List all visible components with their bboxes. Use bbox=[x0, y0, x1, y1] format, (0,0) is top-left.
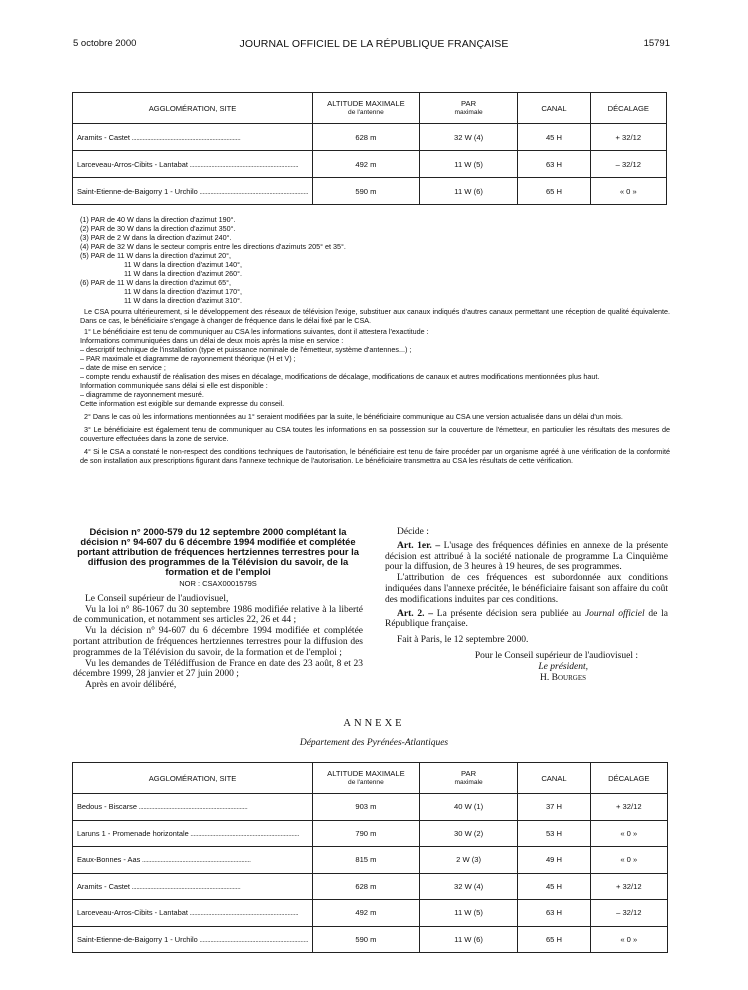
altitude-cell: 590 m bbox=[313, 926, 420, 953]
col-par: PAR maximale bbox=[419, 93, 518, 124]
site-cell: Larceveau-Arros-Cibits - Lantabat ...................................................................... bbox=[73, 151, 313, 178]
altitude-cell: 628 m bbox=[313, 873, 420, 900]
canal-cell: 53 H bbox=[518, 820, 590, 847]
canal-cell: 63 H bbox=[518, 151, 590, 178]
paragraph: 2° Dans le cas où les informations mentionnées au 1° seraient modifiées par la suite, le bénéficiaire communique au CSA une version actualisée dans un délai d'un mois. bbox=[84, 412, 623, 421]
canal-cell: 49 H bbox=[518, 847, 590, 874]
paragraph: Informations communiquées dans un délai de deux mois après la mise en service : bbox=[80, 336, 344, 345]
decalage-cell: + 32/12 bbox=[590, 794, 667, 821]
table-row bbox=[73, 124, 667, 151]
canal-cell: 37 H bbox=[518, 794, 590, 821]
decision-left-column bbox=[73, 527, 363, 691]
altitude-cell: 628 m bbox=[313, 124, 420, 151]
paragraph: 3° Le bénéficiaire est également tenu de communiquer au CSA toutes les informations en sa possession sur la couverture de l'émetteur, en particulier les résultats des mesures de couverture effectuées dans la zone de service. bbox=[80, 425, 670, 443]
footnote: 11 W dans la direction d'azimut 140°, bbox=[124, 260, 242, 269]
decision-right-column bbox=[385, 527, 668, 683]
bullet: – descriptif technique de l'installation (type et puissance nominale de l'émetteur, système d'antennes...) ; bbox=[80, 345, 412, 354]
footnote: 11 W dans la direction d'azimut 170°, bbox=[124, 287, 242, 296]
altitude-cell: 492 m bbox=[313, 151, 420, 178]
canal-cell: 65 H bbox=[518, 926, 590, 953]
canal-cell: 65 H bbox=[518, 178, 590, 205]
bullet: – PAR maximale et diagramme de rayonnement théorique (H et V) ; bbox=[80, 354, 296, 363]
par-cell: 11 W (6) bbox=[419, 178, 518, 205]
table-row bbox=[73, 873, 668, 900]
annexe-title: ANNEXE bbox=[343, 718, 405, 729]
decalage-cell: « 0 » bbox=[590, 178, 666, 205]
footnote: (4) PAR de 32 W dans le secteur compris entre les directions d'azimuts 205° et 35°. bbox=[80, 242, 346, 251]
col-site: AGGLOMÉRATION, SITE bbox=[73, 93, 313, 124]
decalage-cell: « 0 » bbox=[590, 847, 667, 874]
decision-title: Décision n° 2000-579 du 12 septembre 2000 complétant la décision n° 94-607 du 6 décembre 1994 modifiée et complétée portant attribution de fréquences hertziennes terrestres pour la diffusion des programmes de la Télévision du savoir, de la formation et de l'emploi bbox=[77, 526, 359, 577]
altitude-cell: 492 m bbox=[313, 900, 420, 927]
table-row bbox=[73, 847, 668, 874]
altitude-cell: 790 m bbox=[313, 820, 420, 847]
altitude-cell: 590 m bbox=[313, 178, 420, 205]
article-2: Art. 2. – La présente décision sera publiée au Journal officiel de la République française. bbox=[385, 608, 668, 630]
decalage-cell: – 32/12 bbox=[590, 900, 667, 927]
frequency-table-top bbox=[72, 92, 667, 205]
signature-authority: Pour le Conseil supérieur de l'audiovisuel : bbox=[474, 650, 638, 661]
col-altitude: ALTITUDE MAXIMALE de l'antenne bbox=[313, 763, 420, 794]
footnote: (6) PAR de 11 W dans la direction d'azimut 65°, bbox=[80, 278, 231, 287]
site-cell: Saint-Etienne-de-Baigorry 1 - Urchilo ...................................................................... bbox=[73, 178, 313, 205]
decalage-cell: + 32/12 bbox=[590, 873, 667, 900]
footnote: 11 W dans la direction d'azimut 310°. bbox=[124, 296, 242, 305]
footnote: (1) PAR de 40 W dans la direction d'azimut 190°. bbox=[80, 215, 236, 224]
footnote: (3) PAR de 2 W dans la direction d'azimut 240°. bbox=[80, 233, 232, 242]
frequency-table-annexe bbox=[72, 762, 668, 953]
signature-date: Fait à Paris, le 12 septembre 2000. bbox=[397, 635, 529, 646]
paragraph: 4° Si le CSA a constaté le non-respect des conditions techniques de l'autorisation, le bénéficiaire est tenu de faire procéder par un organisme agréé à une vérification de la conformité de son installation aux prescriptions figurant dans l'annexe technique de l'autorisation. Le bénéficiaire transmettra au CSA les résultats de cette vérification. bbox=[80, 447, 670, 465]
nor-reference: NOR : CSAX0001579S bbox=[179, 579, 257, 588]
bullet: – compte rendu exhaustif de réalisation des mises en décalage, modifications de décalage, modifications de canaux et autres modifications mentionnées plus haut. bbox=[80, 372, 600, 381]
canal-cell: 45 H bbox=[518, 873, 590, 900]
paragraph: Le Conseil supérieur de l'audiovisuel, bbox=[85, 593, 229, 604]
paragraph: Le CSA pourra ultérieurement, si le développement des réseaux de télévision l'exige, substituer aux canaux indiqués d'autres canaux permettant une réception de qualité équivalente. Dans ce cas, le bénéficiaire s'engage à changer de fréquence dans le délai fixé par le CSA. bbox=[80, 307, 670, 325]
canal-cell: 45 H bbox=[518, 124, 590, 151]
par-cell: 30 W (2) bbox=[419, 820, 518, 847]
canal-cell: 63 H bbox=[518, 900, 590, 927]
decalage-cell: + 32/12 bbox=[590, 124, 666, 151]
par-cell: 11 W (5) bbox=[419, 151, 518, 178]
header-date: 5 octobre 2000 bbox=[73, 38, 137, 49]
article-1: Art. 1er. – L'usage des fréquences définies en annexe de la présente décision est attribué à la société nationale de programme La Cinquième pour la diffusion, de 3 heures à 19 heures, de ses programmes. bbox=[385, 540, 668, 573]
par-cell: 11 W (6) bbox=[419, 926, 518, 953]
paragraph: 1° Le bénéficiaire est tenu de communiquer au CSA les informations suivantes, dont il attestera l'exactitude : bbox=[84, 327, 429, 336]
site-cell: Bedous - Biscarse ...................................................................... bbox=[73, 794, 313, 821]
par-cell: 32 W (4) bbox=[419, 124, 518, 151]
decalage-cell: « 0 » bbox=[590, 926, 667, 953]
paragraph: Vu les demandes de Télédiffusion de France en date des 23 août, 8 et 23 décembre 1999, 28 janvier et 27 juin 2000 ; bbox=[73, 658, 363, 680]
paragraph: Vu la loi n° 86-1067 du 30 septembre 1986 modifiée relative à la liberté de communication, et notamment ses articles 22, 26 et 44 ; bbox=[73, 604, 363, 626]
page-number: 15791 bbox=[643, 38, 670, 49]
altitude-cell: 815 m bbox=[313, 847, 420, 874]
paragraph: Cette information est exigible sur demande expresse du conseil. bbox=[80, 399, 285, 408]
technical-notes bbox=[80, 215, 670, 465]
col-altitude: ALTITUDE MAXIMALE de l'antenne bbox=[313, 93, 420, 124]
paragraph: Après en avoir délibéré, bbox=[85, 680, 177, 691]
paragraph: Information communiquée sans délai si elle est disponible : bbox=[80, 381, 268, 390]
par-cell: 32 W (4) bbox=[419, 873, 518, 900]
site-cell: Eaux-Bonnes - Aas ...................................................................... bbox=[73, 847, 313, 874]
bullet: – diagramme de rayonnement mesuré. bbox=[80, 390, 204, 399]
par-cell: 40 W (1) bbox=[419, 794, 518, 821]
table-row bbox=[73, 178, 667, 205]
paragraph: L'attribution de ces fréquences est subordonnée aux conditions indiquées dans l'annexe précitée, le bénéficiaire faisant son affaire du coût des modifications induites par ces conditions. bbox=[385, 573, 668, 605]
signatory-name: H. Bourges bbox=[540, 672, 586, 683]
col-decalage: DÉCALAGE bbox=[590, 93, 666, 124]
decide-heading: Décide : bbox=[397, 527, 429, 537]
table-header-row bbox=[73, 763, 668, 794]
col-decalage: DÉCALAGE bbox=[590, 763, 667, 794]
table-row bbox=[73, 794, 668, 821]
site-cell: Larceveau-Arros-Cibits - Lantabat ...................................................................... bbox=[73, 900, 313, 927]
altitude-cell: 903 m bbox=[313, 794, 420, 821]
col-par: PAR maximale bbox=[419, 763, 518, 794]
site-cell: Laruns 1 - Promenade horizontale ...................................................................... bbox=[73, 820, 313, 847]
signature-title: Le président, bbox=[538, 661, 588, 672]
site-cell: Aramits - Castet ...................................................................... bbox=[73, 124, 313, 151]
decalage-cell: « 0 » bbox=[590, 820, 667, 847]
table-row bbox=[73, 926, 668, 953]
department-heading: Département des Pyrénées-Atlantiques bbox=[299, 738, 449, 748]
col-canal: CANAL bbox=[518, 763, 590, 794]
col-site: AGGLOMÉRATION, SITE bbox=[73, 763, 313, 794]
journal-title: JOURNAL OFFICIEL DE LA RÉPUBLIQUE FRANÇAISE bbox=[239, 38, 509, 50]
col-canal: CANAL bbox=[518, 93, 590, 124]
par-cell: 11 W (5) bbox=[419, 900, 518, 927]
footnote: (5) PAR de 11 W dans la direction d'azimut 20°, bbox=[80, 251, 231, 260]
paragraph: Vu la décision n° 94-607 du 6 décembre 1994 modifiée et complétée portant attribution de fréquences hertziennes terrestres pour la diffusion des programmes de la Télévision du savoir, de la formation et de l'emploi ; bbox=[73, 626, 363, 658]
table-row bbox=[73, 151, 667, 178]
table-row bbox=[73, 820, 668, 847]
site-cell: Saint-Etienne-de-Baigorry 1 - Urchilo ...................................................................... bbox=[73, 926, 313, 953]
site-cell: Aramits - Castet ...................................................................... bbox=[73, 873, 313, 900]
table-row bbox=[73, 900, 668, 927]
table-header-row bbox=[73, 93, 667, 124]
par-cell: 2 W (3) bbox=[419, 847, 518, 874]
footnote: 11 W dans la direction d'azimut 260°. bbox=[124, 269, 242, 278]
footnote: (2) PAR de 30 W dans la direction d'azimut 350°. bbox=[80, 224, 236, 233]
bullet: – date de mise en service ; bbox=[80, 363, 166, 372]
decalage-cell: – 32/12 bbox=[590, 151, 666, 178]
